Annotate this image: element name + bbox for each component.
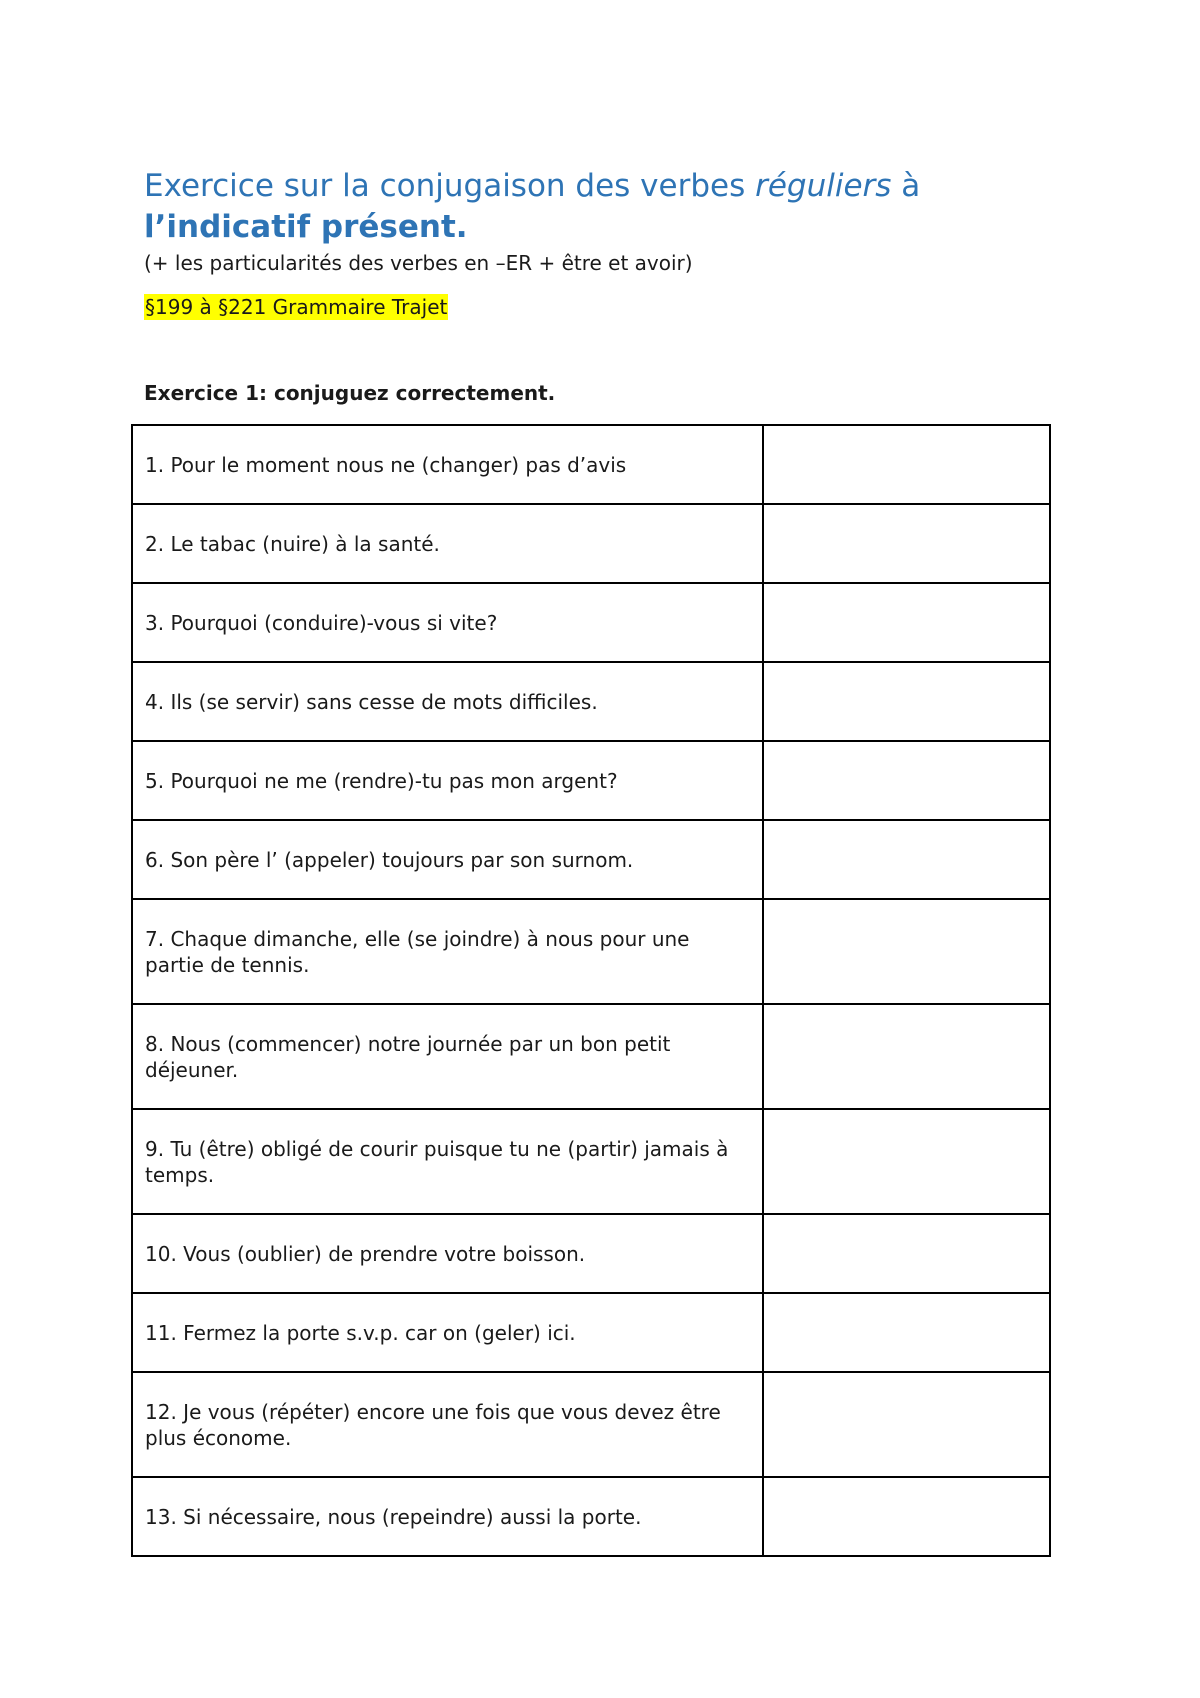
table-row bbox=[132, 1477, 1050, 1556]
answer-cell[interactable] bbox=[763, 662, 1050, 741]
table-row bbox=[132, 899, 1050, 1004]
exercise-sentence: 2. Le tabac (nuire) à la santé. bbox=[132, 504, 763, 583]
answer-cell[interactable] bbox=[763, 820, 1050, 899]
exercise-sentence: 11. Fermez la porte s.v.p. car on (geler) ici. bbox=[132, 1293, 763, 1372]
answer-cell[interactable] bbox=[763, 1477, 1050, 1556]
exercise-sentence: 13. Si nécessaire, nous (repeindre) aussi la porte. bbox=[132, 1477, 763, 1556]
answer-cell[interactable] bbox=[763, 425, 1050, 504]
answer-cell[interactable] bbox=[763, 741, 1050, 820]
table-row bbox=[132, 662, 1050, 741]
exercise-sentence: 6. Son père l’ (appeler) toujours par son surnom. bbox=[132, 820, 763, 899]
title-bold: l’indicatif présent. bbox=[144, 209, 468, 245]
subtitle: (+ les particularités des verbes en –ER + être et avoir) bbox=[144, 251, 693, 275]
exercise-sentence: 3. Pourquoi (conduire)-vous si vite? bbox=[132, 583, 763, 662]
table-row bbox=[132, 820, 1050, 899]
title-italic: réguliers bbox=[755, 168, 892, 204]
title-part2: à bbox=[891, 168, 921, 204]
table-row bbox=[132, 1004, 1050, 1109]
exercise-heading: Exercice 1: conjuguez correctement. bbox=[144, 381, 556, 405]
exercise-sentence: 7. Chaque dimanche, elle (se joindre) à nous pour une partie de tennis. bbox=[132, 899, 763, 1004]
exercise-sentence: 4. Ils (se servir) sans cesse de mots difficiles. bbox=[132, 662, 763, 741]
table-row bbox=[132, 425, 1050, 504]
table-row bbox=[132, 1293, 1050, 1372]
answer-cell[interactable] bbox=[763, 1293, 1050, 1372]
exercise-sentence: 10. Vous (oublier) de prendre votre boisson. bbox=[132, 1214, 763, 1293]
exercise-table bbox=[131, 424, 1051, 1557]
grammar-reference: §199 à §221 Grammaire Trajet bbox=[145, 295, 448, 319]
table-row bbox=[132, 1214, 1050, 1293]
answer-cell[interactable] bbox=[763, 583, 1050, 662]
exercise-sentence: 5. Pourquoi ne me (rendre)-tu pas mon argent? bbox=[132, 741, 763, 820]
exercise-sentence: 8. Nous (commencer) notre journée par un bon petit déjeuner. bbox=[132, 1004, 763, 1109]
answer-cell[interactable] bbox=[763, 1372, 1050, 1477]
table-row bbox=[132, 1109, 1050, 1214]
table-row bbox=[132, 741, 1050, 820]
exercise-sentence: 9. Tu (être) obligé de courir puisque tu ne (partir) jamais à temps. bbox=[132, 1109, 763, 1214]
answer-cell[interactable] bbox=[763, 1214, 1050, 1293]
answer-cell[interactable] bbox=[763, 504, 1050, 583]
answer-cell[interactable] bbox=[763, 1109, 1050, 1214]
exercise-sentence: 1. Pour le moment nous ne (changer) pas d’avis bbox=[132, 425, 763, 504]
exercise-sentence: 12. Je vous (répéter) encore une fois que vous devez être plus économe. bbox=[132, 1372, 763, 1477]
table-row bbox=[132, 504, 1050, 583]
answer-cell[interactable] bbox=[763, 1004, 1050, 1109]
answer-cell[interactable] bbox=[763, 899, 1050, 1004]
table-row bbox=[132, 583, 1050, 662]
title-part1: Exercice sur la conjugaison des verbes bbox=[144, 168, 756, 204]
document-title bbox=[144, 166, 1044, 248]
table-row bbox=[132, 1372, 1050, 1477]
